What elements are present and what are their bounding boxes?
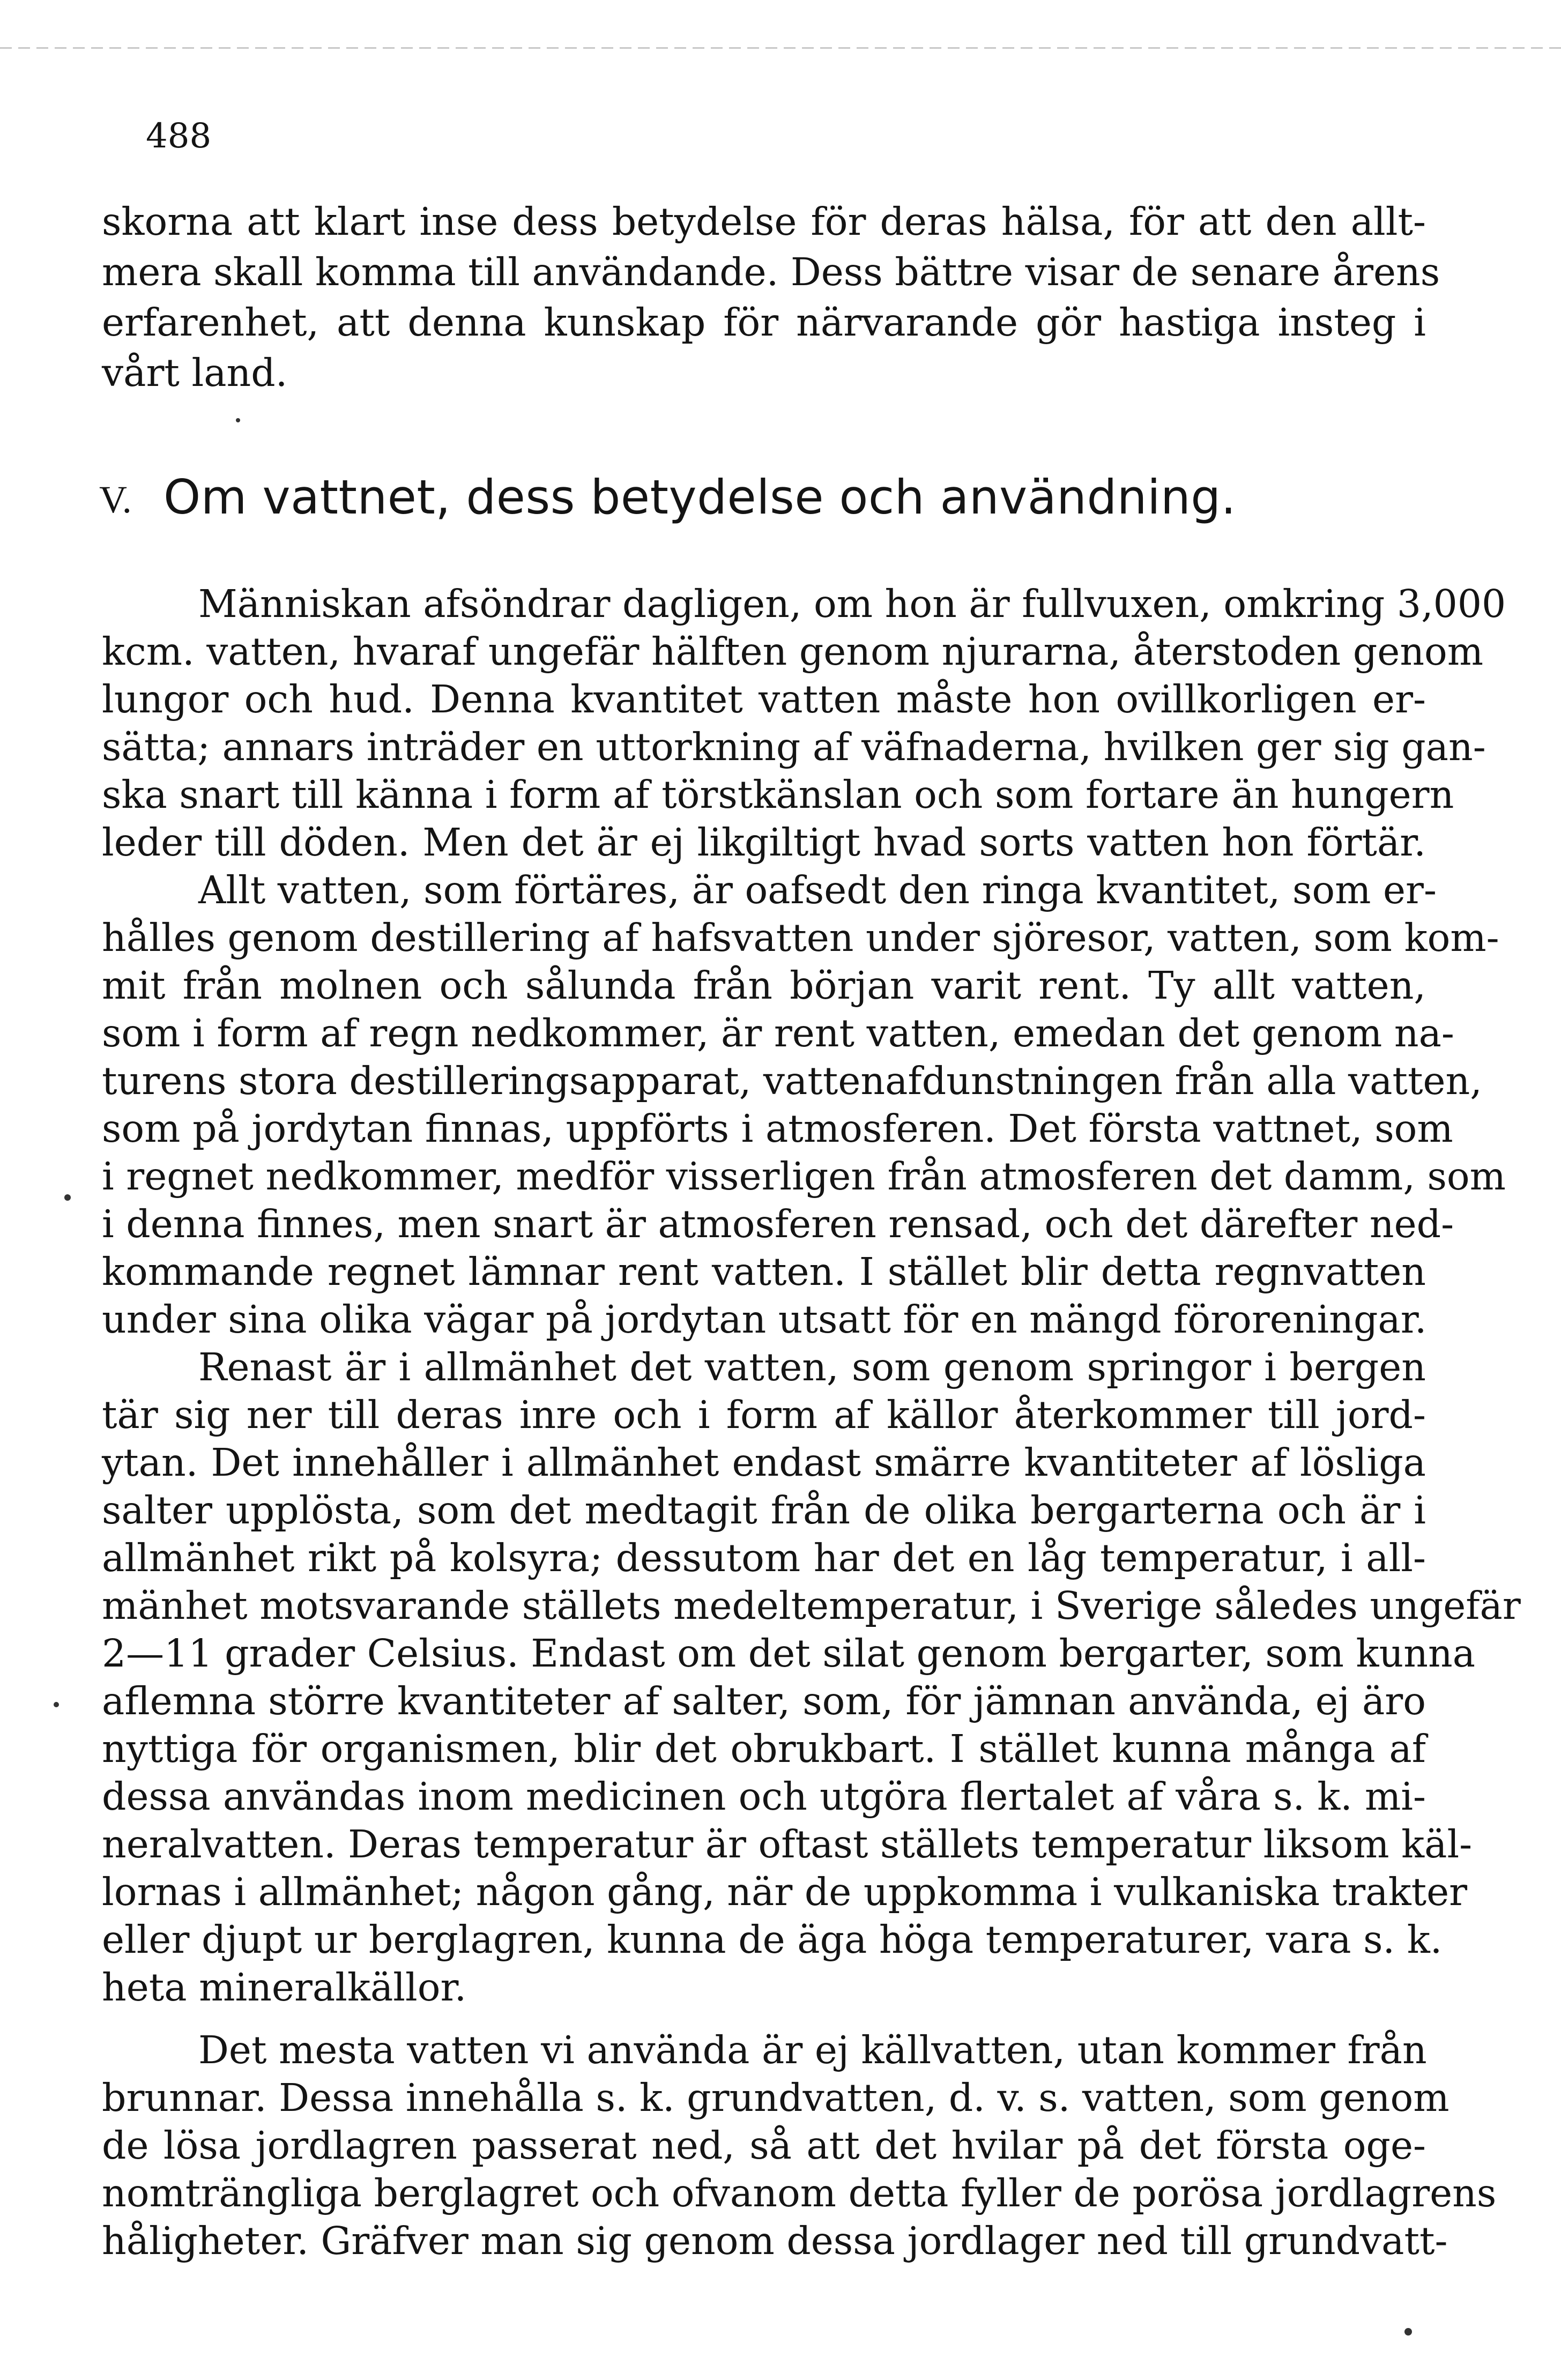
text-line: kommande regnet lämnar rent vatten. I stället blir detta regnvatten xyxy=(102,1250,1426,1294)
scan-edge-line xyxy=(0,47,1561,49)
text-line: i denna finnes, men snart är atmosferen rensad, och det därefter ned- xyxy=(102,1202,1454,1246)
text-line: heta mineralkällor. xyxy=(102,1965,467,2010)
text-line: nomträngliga berglagret och ofvanom detta fyller de porösa jordlagrens xyxy=(102,2171,1497,2215)
text-line: brunnar. Dessa innehålla s. k. grundvatten, d. v. s. vatten, som genom xyxy=(102,2076,1450,2120)
text-line: mit från molnen och sålunda från början varit rent. Ty allt vatten, xyxy=(102,963,1426,1008)
text-line: håligheter. Gräfver man sig genom dessa jordlager ned till grundvatt- xyxy=(102,2219,1448,2263)
text-line: kcm. vatten, hvaraf ungefär hälften genom njurarna, återstoden genom xyxy=(102,629,1484,674)
text-line: i regnet nedkommer, medför visserligen från atmosferen det damm, som xyxy=(102,1154,1506,1199)
text-line: 2—11 grader Celsius. Endast om det silat genom bergarter, som kunna xyxy=(102,1631,1476,1676)
scan-speck xyxy=(1404,2328,1412,2336)
text-line: aflemna större kvantiteter af salter, som, för jämnan använda, ej äro xyxy=(102,1679,1426,1723)
text-line: tär sig ner till deras inre och i form af källor återkommer till jord- xyxy=(102,1393,1426,1437)
text-line: sätta; annars inträder en uttorkning af väfnaderna, hvilken ger sig gan- xyxy=(102,725,1486,769)
text-line: Det mesta vatten vi använda är ej källvatten, utan kommer från xyxy=(198,2028,1427,2072)
text-line: som på jordytan finnas, uppförts i atmosferen. Det första vattnet, som xyxy=(102,1106,1453,1151)
text-line: skorna att klart inse dess betydelse för deras hälsa, för att den allt- xyxy=(102,199,1426,244)
text-line: ytan. Det innehåller i allmänhet endast smärre kvantiteter af lösliga xyxy=(102,1440,1426,1485)
text-line: vårt land. xyxy=(102,351,288,395)
section-heading xyxy=(0,465,1561,530)
section-title: Om vattnet, dess betydelse och användning. xyxy=(163,470,1237,525)
text-line: mera skall komma till användande. Dess bättre visar de senare årens xyxy=(102,250,1440,294)
scan-speck xyxy=(54,1702,59,1707)
text-line: erfarenhet, att denna kunskap för närvarande gör hastiga insteg i xyxy=(102,300,1426,345)
text-line: neralvatten. Deras temperatur är oftast ställets temperatur liksom käl- xyxy=(102,1822,1473,1866)
section-number: V. xyxy=(99,478,132,521)
text-line: turens stora destilleringsapparat, vattenafdunstningen från alla vatten, xyxy=(102,1059,1482,1103)
text-line: eller djupt ur berglagren, kunna de äga höga temperaturer, vara s. k. xyxy=(102,1917,1443,1962)
text-line: leder till döden. Men det är ej likgiltigt hvad sorts vatten hon förtär. xyxy=(102,820,1426,865)
text-line: de lösa jordlagren passerat ned, så att det hvilar på det första oge- xyxy=(102,2123,1426,2168)
scan-speck xyxy=(236,418,240,422)
text-line: dessa användas inom medicinen och utgöra flertalet af våra s. k. mi- xyxy=(102,1774,1426,1819)
text-line: som i form af regn nedkommer, är rent vatten, emedan det genom na- xyxy=(102,1011,1454,1055)
text-line: lornas i allmänhet; någon gång, när de uppkomma i vulkaniska trakter xyxy=(102,1870,1468,1914)
text-line: Människan afsöndrar dagligen, om hon är fullvuxen, omkring 3,000 xyxy=(198,582,1506,626)
text-line: hålles genom destillering af hafsvatten under sjöresor, vatten, som kom- xyxy=(102,916,1499,960)
text-line: mänhet motsvarande ställets medeltemperatur, i Sverige således ungefär xyxy=(102,1583,1521,1628)
text-line: salter upplösta, som det medtagit från de olika bergarterna och är i xyxy=(102,1488,1426,1533)
scan-speck xyxy=(64,1194,71,1201)
page-number: 488 xyxy=(146,116,212,156)
text-line: lungor och hud. Denna kvantitet vatten måste hon ovillkorligen er- xyxy=(102,677,1426,722)
text-line: under sina olika vägar på jordytan utsatt för en mängd föroreningar. xyxy=(102,1297,1427,1342)
text-line: nyttiga för organismen, blir det obrukbart. I stället kunna många af xyxy=(102,1727,1426,1771)
text-line: Renast är i allmänhet det vatten, som genom springor i bergen xyxy=(198,1345,1426,1389)
text-line: Allt vatten, som förtäres, är oafsedt den ringa kvantitet, som er- xyxy=(198,868,1437,912)
text-line: allmänhet rikt på kolsyra; dessutom har det en låg temperatur, i all- xyxy=(102,1536,1426,1580)
text-line: ska snart till känna i form af törstkänslan och som fortare än hungern xyxy=(102,772,1454,817)
